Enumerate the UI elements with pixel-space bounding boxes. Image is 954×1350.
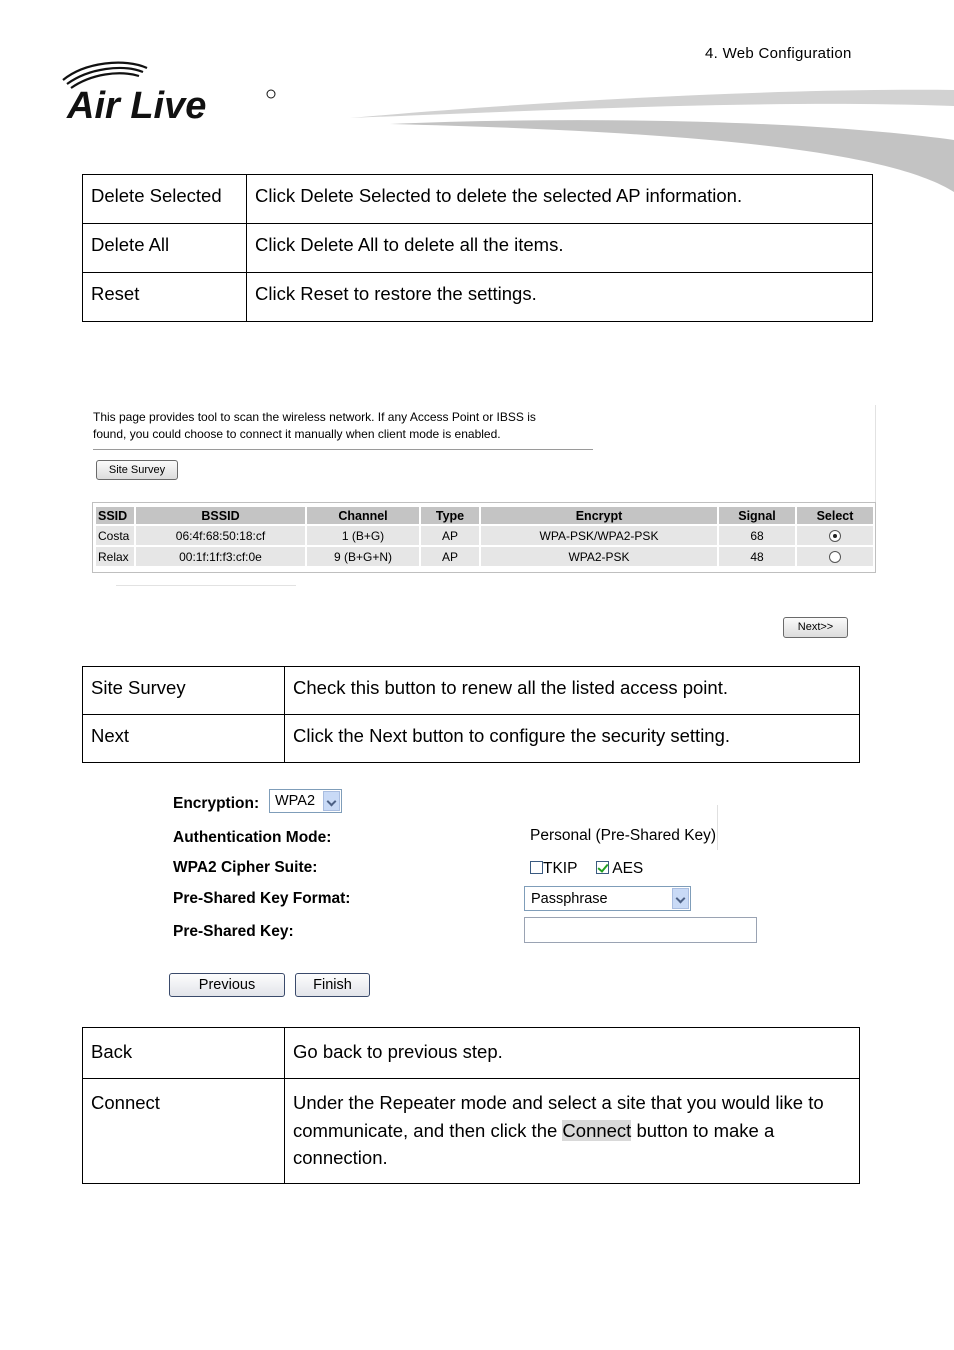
item-name: Next	[83, 715, 285, 763]
pre-shared-key-input[interactable]	[524, 917, 757, 943]
item-description: Click Delete Selected to delete the selected AP information.	[247, 175, 873, 224]
item-description: Click the Next button to configure the security setting.	[285, 715, 860, 763]
next-button[interactable]: Next>>	[783, 617, 848, 638]
table-row: Costa 06:4f:68:50:18:cf 1 (B+G) AP WPA-PSK/WPA2-PSK 68	[96, 526, 873, 545]
item-name: Site Survey	[83, 667, 285, 715]
column-header: Type	[421, 507, 479, 524]
table-row	[83, 715, 860, 763]
ap-list-table	[94, 505, 875, 568]
table-row	[83, 175, 873, 224]
item-name: Delete All	[83, 224, 247, 273]
chevron-down-icon	[323, 791, 340, 811]
column-header: BSSID	[136, 507, 305, 524]
encryption-label: Encryption:	[173, 795, 260, 812]
item-name: Reset	[83, 273, 247, 322]
table-row: Relax 00:1f:1f:f3:cf:0e 9 (B+G+N) AP WPA2-PSK 48	[96, 547, 873, 566]
key-format-select[interactable]: Passphrase	[524, 886, 691, 911]
select-radio[interactable]	[829, 530, 841, 542]
previous-button[interactable]: Previous	[169, 973, 285, 997]
item-description: Under the Repeater mode and select a site that you would like to communicate, and then click the Connect button to make a connection.	[285, 1079, 860, 1184]
pre-shared-key-label: Pre-Shared Key:	[173, 923, 294, 940]
item-description: Click Reset to restore the settings.	[247, 273, 873, 322]
item-description: Check this button to renew all the listed access point.	[285, 667, 860, 715]
divider	[93, 449, 593, 450]
section-header: 4. Web Configuration	[705, 45, 852, 62]
finish-button[interactable]: Finish	[295, 973, 370, 997]
tkip-checkbox[interactable]	[530, 861, 543, 874]
item-name: Back	[83, 1028, 285, 1079]
airlive-logo	[55, 60, 285, 130]
table-row	[83, 1028, 860, 1079]
button-description-table-3	[82, 1027, 860, 1184]
column-header: SSID	[96, 507, 134, 524]
auth-mode-value: Personal (Pre-Shared Key)	[530, 827, 717, 844]
item-description: Go back to previous step.	[285, 1028, 860, 1079]
table-row	[83, 273, 873, 322]
table-row	[83, 1079, 860, 1184]
cipher-options: TKIP AES	[530, 860, 643, 878]
column-header: Encrypt	[481, 507, 717, 524]
table-row	[83, 667, 860, 715]
item-name: Connect	[83, 1079, 285, 1184]
highlighted-term: Connect	[562, 1119, 632, 1141]
table-header-row	[96, 507, 873, 524]
button-description-table-1	[82, 174, 873, 322]
svg-text:Air Live: Air Live	[67, 85, 207, 125]
security-settings-screenshot	[160, 785, 770, 1005]
encryption-select[interactable]: WPA2	[269, 789, 342, 813]
item-description: Click Delete All to delete all the items.	[247, 224, 873, 273]
column-header: Signal	[719, 507, 795, 524]
column-header: Channel	[307, 507, 419, 524]
table-row	[83, 224, 873, 273]
key-format-label: Pre-Shared Key Format:	[173, 890, 351, 907]
site-survey-screenshot	[88, 405, 878, 590]
divider	[116, 585, 296, 586]
divider	[717, 805, 718, 850]
select-radio[interactable]	[829, 551, 841, 563]
cipher-suite-label: WPA2 Cipher Suite:	[173, 859, 318, 876]
site-survey-button[interactable]: Site Survey	[96, 460, 178, 480]
item-name: Delete Selected	[83, 175, 247, 224]
column-header: Select	[797, 507, 873, 524]
chevron-down-icon	[672, 888, 689, 909]
auth-mode-label: Authentication Mode:	[173, 829, 332, 846]
site-survey-intro: This page provides tool to scan the wireless network. If any Access Point or IBSS is found, you could choose to connect it manually when client mode is enabled.	[93, 410, 536, 441]
aes-checkbox[interactable]	[596, 861, 609, 874]
button-description-table-2	[82, 666, 860, 763]
